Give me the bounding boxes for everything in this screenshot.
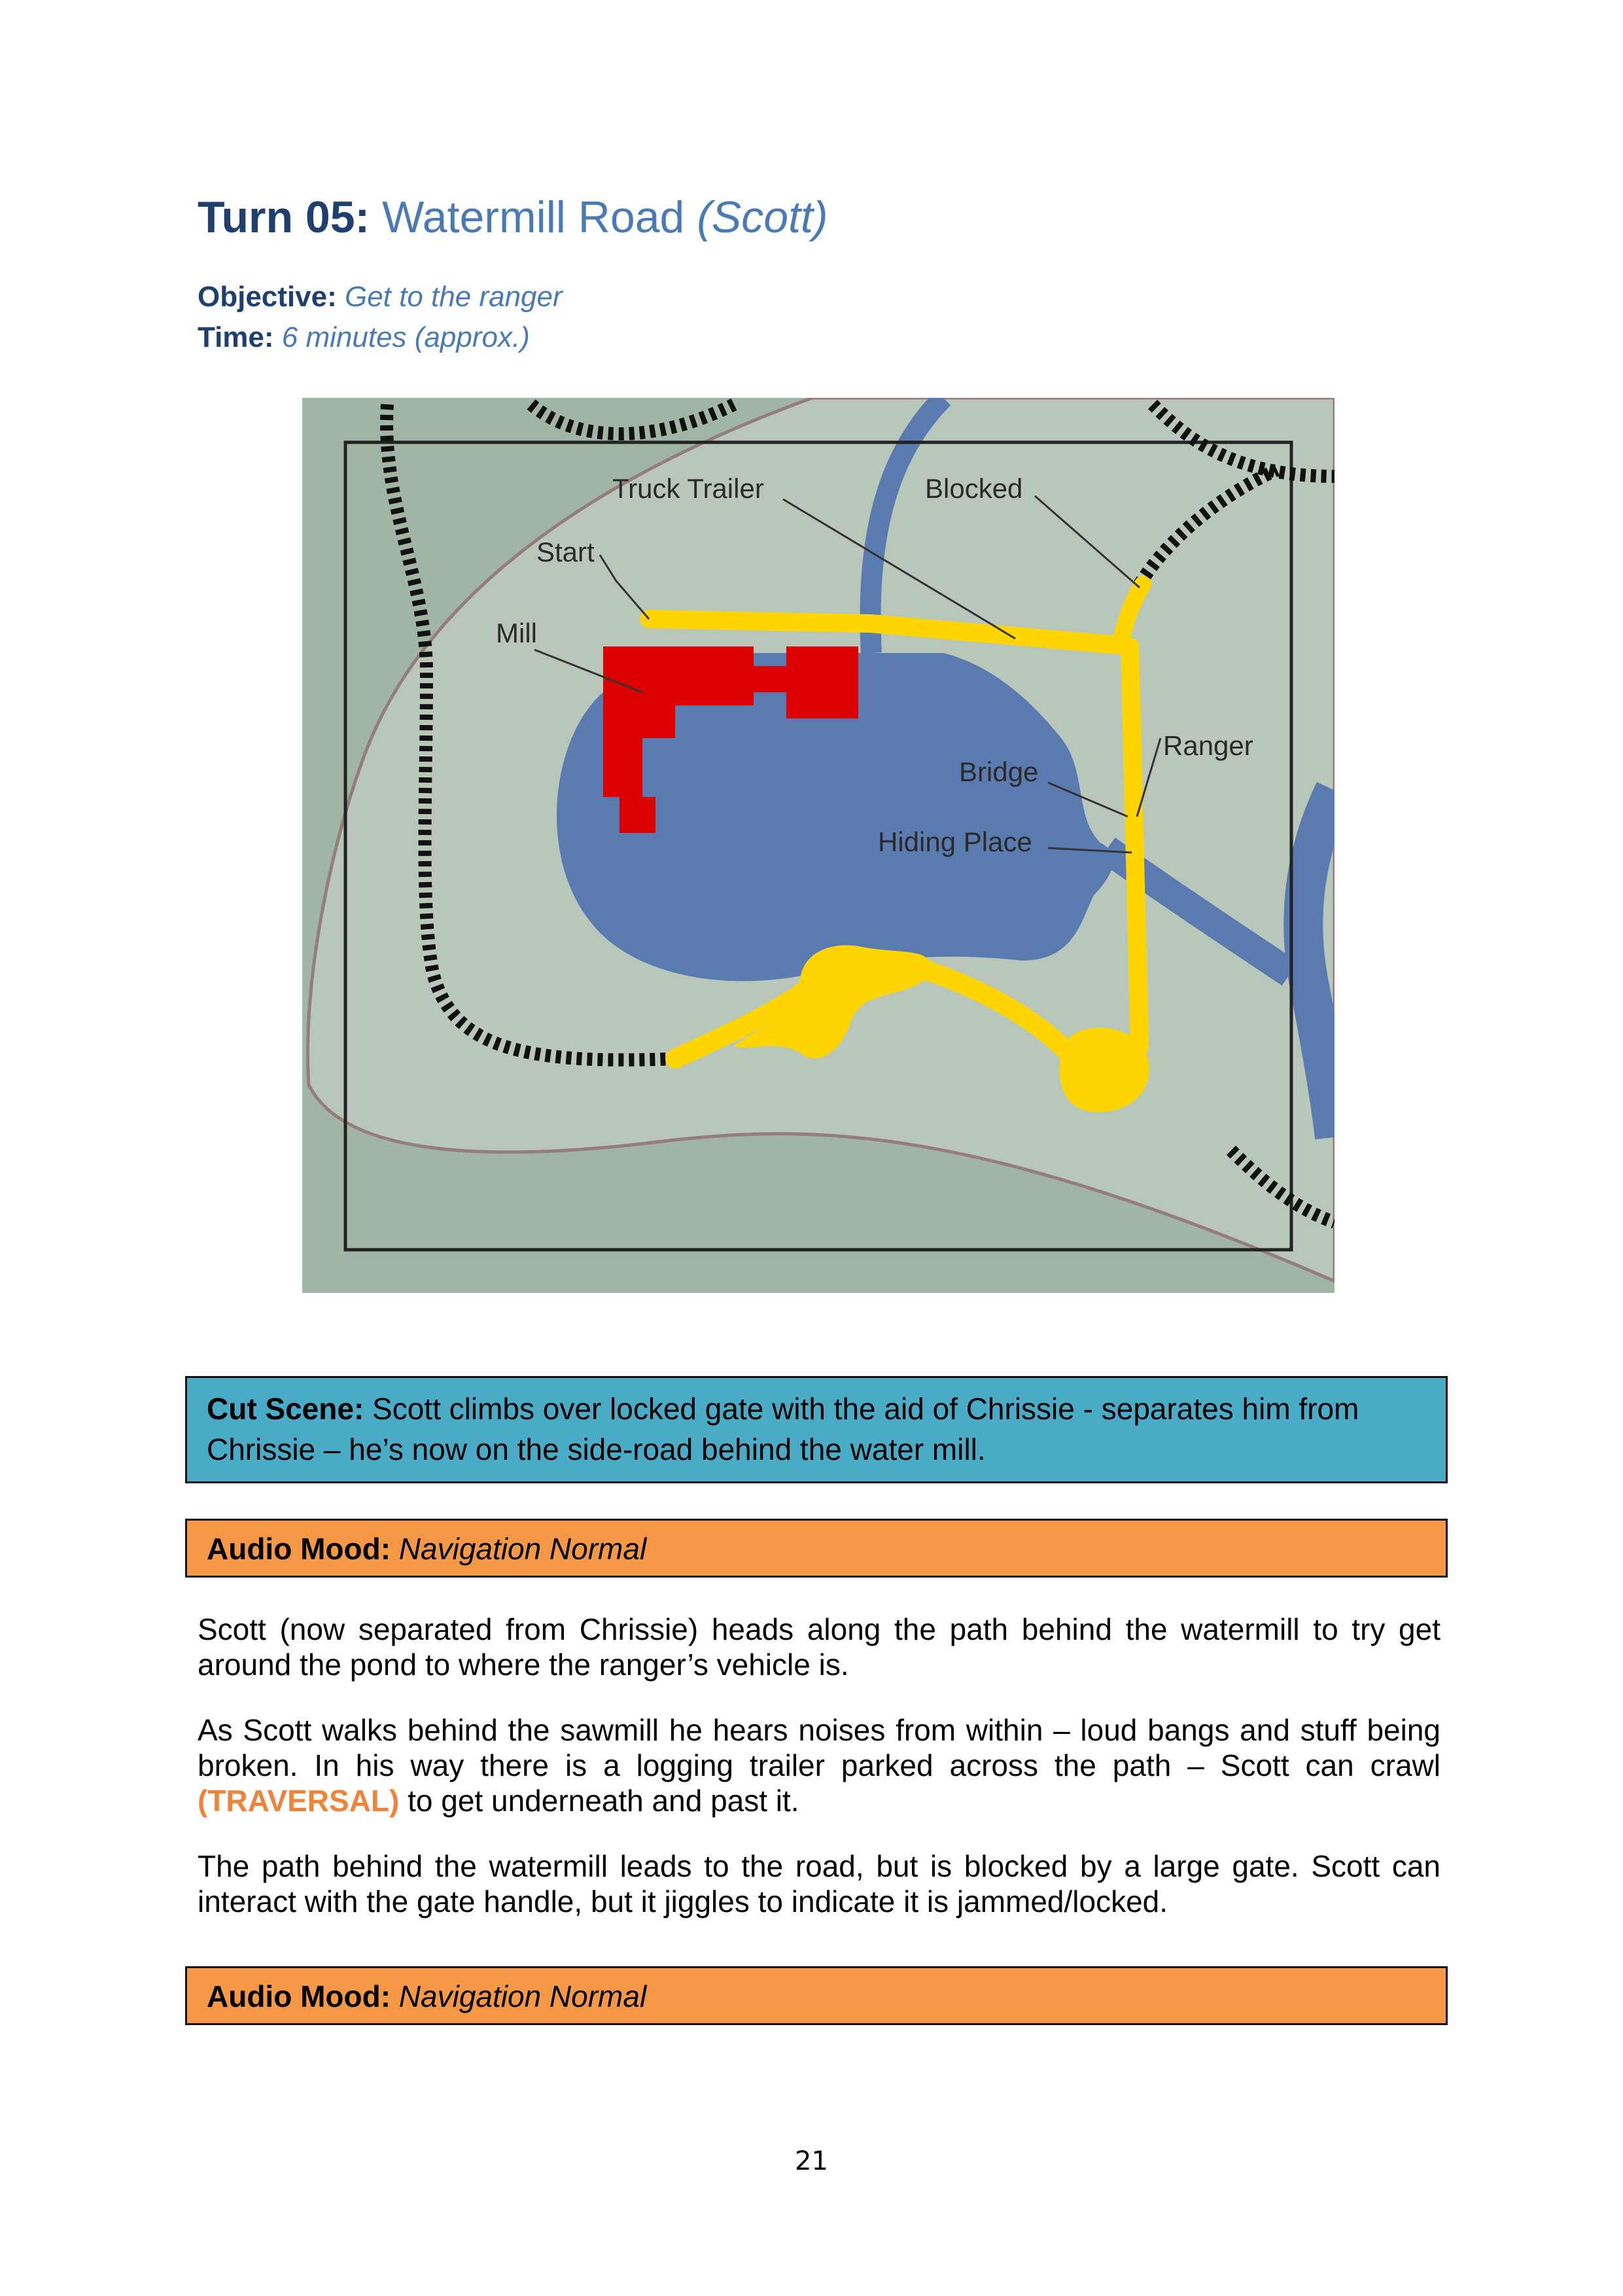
label-start: Start (536, 537, 595, 567)
character-name: (Scott) (697, 192, 828, 242)
ranger-path (1130, 646, 1140, 1046)
paragraph-text: to get underneath and past it. (408, 1784, 799, 1818)
label-mill: Mill (496, 618, 537, 648)
level-map (302, 398, 1335, 1293)
page-title (198, 191, 828, 245)
audio-mood-label: Audio Mood: (207, 1979, 391, 2013)
turn-label: Turn 05: (198, 192, 370, 242)
audio-mood-value: Navigation Normal (398, 1532, 647, 1566)
objective-label: Objective: (198, 281, 337, 313)
cut-scene-box (185, 1376, 1448, 1483)
page-number: 21 (795, 2146, 828, 2176)
time-line (198, 321, 530, 355)
audio-mood-box (185, 1966, 1448, 2025)
time-label: Time: (198, 321, 274, 353)
paragraph: Scott (now separated from Chrissie) heads along the path behind the watermill to try get around the pond to where the ranger’s vehicle is. (198, 1612, 1440, 1682)
label-blocked: Blocked (925, 473, 1023, 504)
traversal-highlight: (TRAVERSAL) (198, 1784, 400, 1818)
time-value: 6 minutes (approx.) (281, 321, 530, 353)
cut-scene-label: Cut Scene: (207, 1392, 364, 1426)
cut-scene-text: Scott climbs over locked gate with the aid of Chrissie - separates him from Chrissie – he’s now on the side-road behind the water mill. (207, 1392, 1359, 1466)
objective-value: Get to the ranger (344, 281, 563, 313)
objective-line (198, 280, 563, 315)
audio-mood-box (185, 1519, 1448, 1578)
paragraph (198, 1712, 1440, 1818)
audio-mood-label: Audio Mood: (207, 1532, 391, 1566)
paragraph-text: As Scott walks behind the sawmill he hears noises from within – loud bangs and stuff being broken. In his way there is a logging trailer parked across the path – Scott can crawl (198, 1713, 1440, 1782)
audio-mood-value: Navigation Normal (398, 1979, 647, 2013)
label-ranger: Ranger (1163, 730, 1253, 761)
ranger-area (1060, 1028, 1149, 1112)
location-name: Watermill Road (382, 192, 685, 242)
label-bridge: Bridge (959, 756, 1039, 787)
label-hiding-place: Hiding Place (878, 826, 1032, 857)
paragraph: The path behind the watermill leads to the road, but is blocked by a large gate. Scott can interact with the gate handle, but it jiggles to indicate it is jammed/locked. (198, 1849, 1440, 1918)
label-truck-trailer: Truck Trailer (612, 473, 764, 504)
